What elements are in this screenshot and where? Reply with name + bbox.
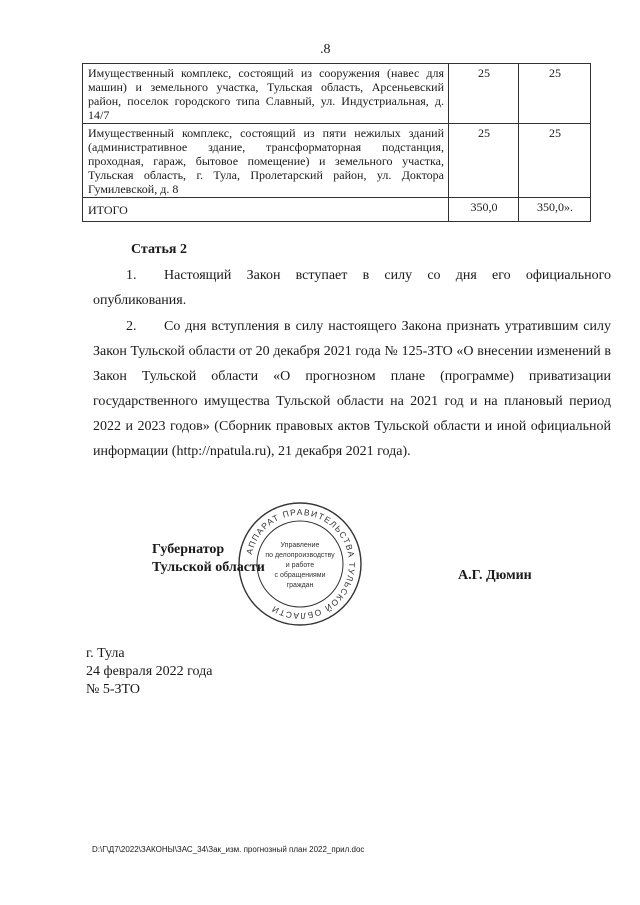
- stamp-line: и работе: [285, 562, 315, 569]
- footer-number: № 5-ЗТО: [86, 682, 141, 697]
- property-table: [82, 63, 591, 222]
- stamp-line: с обращениями: [274, 572, 326, 579]
- article-heading: Статья 2: [131, 242, 187, 257]
- table-row: [83, 64, 591, 124]
- item-text: Со дня вступления в силу настоящего Закона признать утратившим силу Закон Тульской области от 20 декабря 2021 года № 125-ЗТО «О внесении изменений в Закон Тульской области «О прогнозном плане (программе) приватизации государственного имущества Тульской области на 2021 год и на плановый период 2022 и 2023 годов» (Сборник правовых актов Тульской области и иной официальной информации (http://npatula.ru), 21 декабря 2021 года).: [93, 319, 611, 459]
- table-total-row: [83, 198, 591, 222]
- item-text: Настоящий Закон вступает в силу со дня его официального опубликования.: [93, 268, 611, 308]
- article-item-1: [93, 263, 611, 313]
- row-description: Имущественный комплекс, состоящий из пяти нежилых зданий (административное здание, трансформаторная подстанция, проходная, гараж, бытовое помещение) и земельного участка, Тульская область, г. Тула, Пролетарский район, ул. Доктора Гумилевской, д. 8: [83, 124, 449, 198]
- signatory-title-line: Губернатор: [152, 542, 225, 557]
- stamp-line: Управление: [280, 542, 320, 549]
- stamp-line: по делопроизводству: [265, 552, 335, 559]
- page-number: .8: [320, 42, 331, 57]
- item-number: 2.: [126, 319, 137, 334]
- footer-date: 24 февраля 2022 года: [86, 664, 213, 679]
- document-path: D:\Г\Д7\2022\ЗАКОНЫ\ЗАС_34\Зак_изм. прогнозный план 2022_прил.doc: [92, 845, 365, 854]
- total-value-2: 350,0».: [519, 198, 591, 222]
- item-number: 1.: [126, 268, 137, 283]
- row-value-2: 25: [519, 64, 591, 124]
- signatory-title-line: Тульской области: [152, 560, 265, 575]
- row-description: Имущественный комплекс, состоящий из сооружения (навес для машин) и земельного участка, Тульская область, Арсеньевский район, поселок городского типа Славный, ул. Индустриальная, д. 14/7: [83, 64, 449, 124]
- footer-city: г. Тула: [86, 646, 125, 661]
- table-row: [83, 124, 591, 198]
- stamp-line: граждан: [286, 582, 314, 589]
- signatory-title: [152, 541, 265, 577]
- total-label: ИТОГО: [83, 198, 449, 222]
- row-value-2: 25: [519, 124, 591, 198]
- footer-block: [86, 645, 213, 699]
- article-item-2: [93, 314, 611, 464]
- signatory-name: А.Г. Дюмин: [458, 568, 532, 583]
- row-value-1: 25: [449, 124, 519, 198]
- total-value-1: 350,0: [449, 198, 519, 222]
- row-value-1: 25: [449, 64, 519, 124]
- stamp-ring-text: АППАРАТ ПРАВИТЕЛЬСТВА ТУЛЬСКОЙ ОБЛАСТИ: [244, 506, 358, 622]
